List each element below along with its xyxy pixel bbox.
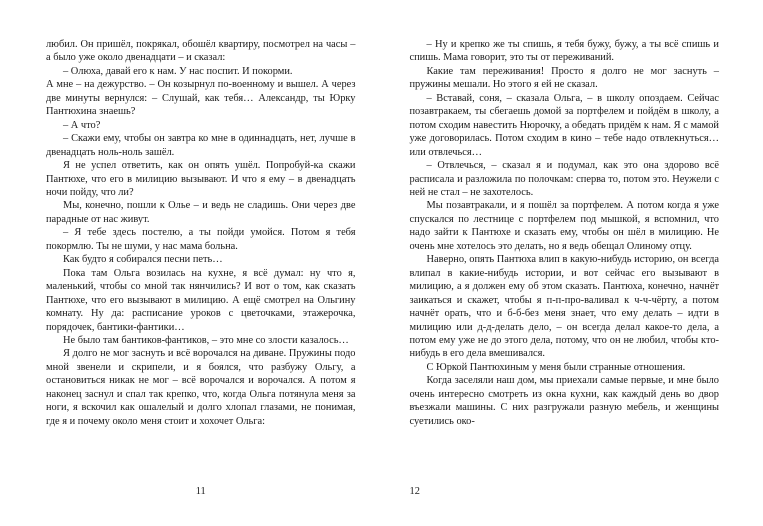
- paragraph: Мы, конечно, пошли к Олье – и ведь не сладишь. Они через две парадные от нас живут.: [46, 200, 356, 225]
- paragraph: – Я тебе здесь постелю, а ты пойди умойся. Потом я тебя покормлю. Ты не шуми, у нас мама больна.: [46, 227, 356, 252]
- paragraph: Не было там бантиков-фантиков, – это мне со злости казалось…: [63, 334, 349, 346]
- paragraph: Наверно, опять Пантюха влип в какую-нибудь историю, он всегда влипал в какие-нибудь истории, и вот сейчас его вызывают в милицию, а я должен ему об этом сказать. Пантюха, конечно, начнёт заикаться и скажет, чтобы я п-п-про-валивал к ч-ч-чёрту, а потом начнёт орать, что и б-б-без меня знает, что ему делать – идти в милицию или д-д-делать дело, – он всегда делал какое-то дела, а потом ему уже не до этого дела, потому, что он не любил, чтобы кто-нибудь в его дела вмешивался.: [409, 254, 719, 360]
- paragraph: Пока там Ольга возилась на кухне, я всё думал: ну что я, маленький, чтобы со мной так нянчились? И вот о том, как сказать Пантюхе, что его вызывают в милицию. А ещё смотрел на Ольгину комнату. Ну да: расписание уроков с цветочками, этажерочка, порядочек, бантики-фантики…: [46, 267, 356, 333]
- left-text-column: [46, 38, 356, 428]
- paragraph: Мы позавтракали, и я пошёл за портфелем. А потом когда я уже спускался по лестнице с портфелем под мышкой, я вспомнил, что надо зайти к Пантюхе и сказать ему, чтобы он шёл в милицию. Не очень мне хотелось это делать, но я ведь обещал Олиному отцу.: [409, 200, 719, 252]
- paragraph: Как будто я собирался песни петь…: [63, 254, 223, 266]
- paragraph: Я не успел ответить, как он опять ушёл. Попробуй-ка скажи Пантюхе, что его в милицию вызывают. И что я ему – в двенадцать ночи пойду, что ли?: [46, 160, 356, 198]
- page-number-left: 11: [195, 486, 206, 497]
- right-text-column: [410, 38, 720, 428]
- paragraph: Какие там переживания! Просто я долго не мог заснуть – пружины мешали. Но этого я ей не сказал.: [409, 65, 719, 91]
- paragraph: С Юркой Пантюхиным у меня были странные отношения.: [426, 361, 686, 373]
- paragraph: любил. Он пришёл, покрякал, обошёл квартиру, посмотрел на часы – а было уже около двенадцати – и сказал:: [46, 39, 356, 64]
- paragraph: – А что?: [63, 119, 101, 131]
- page-right: [382, 0, 763, 526]
- paragraph: – Вставай, соня, – сказала Ольга, – в школу опоздаем. Сейчас позавтракаем, ты сбегаешь домой за портфелем и пойдём в школу, а потом сходим навестить Нюрочку, а обедать придём к нам. Я с мамой уже договорилась. Потом сходим в кино – тебе надо отвлекнуться… или отвлечься…: [409, 92, 719, 158]
- paragraph: Когда заселяли наш дом, мы приехали самые первые, и мне было очень интересно смотреть из окна кухни, как каждый день во двор въезжали машины. С них разгружали разную мебель, и женщины суетились око-: [409, 375, 719, 427]
- paragraph: Я долго не мог заснуть и всё ворочался на диване. Пружины подо мной звенели и скрипели, и я боялся, что разбужу Ольгу, а остановиться никак не мог – всё ворочался и ворочался. А потом я наконец заснул и спал так крепко, что, когда Ольга потянула меня за ноги, я вскочил как ошалелый и долго хлопал глазами, не понимая, где я и почему около меня стоит и хохочет Ольга:: [46, 348, 356, 427]
- paragraph: – Олюха, давай его к нам. У нас поспит. И покорми.: [63, 65, 293, 77]
- paragraph: А мне – на дежурство. – Он козырнул по-военному и вышел. А через две минуты вернулся: – Слушай, как тебя… Александр, ты Юрку Пантюхина знаешь?: [46, 79, 356, 118]
- paragraph: – Ну и крепко же ты спишь, я тебя бужу, бужу, а ты всё спишь и спишь. Мама говорит, это ты от переживаний.: [409, 39, 719, 64]
- paragraph: – Отвлечься, – сказал я и подумал, как это она здорово всё расписала и разложила по полочкам: сперва то, потом это. Неужели с ней не стал – не захотелось.: [409, 160, 719, 198]
- paragraph: – Скажи ему, чтобы он завтра ко мне в одиннадцать, нет, лучше в двенадцать ноль-ноль зашёл.: [46, 133, 356, 158]
- page-number-right: 12: [409, 486, 420, 497]
